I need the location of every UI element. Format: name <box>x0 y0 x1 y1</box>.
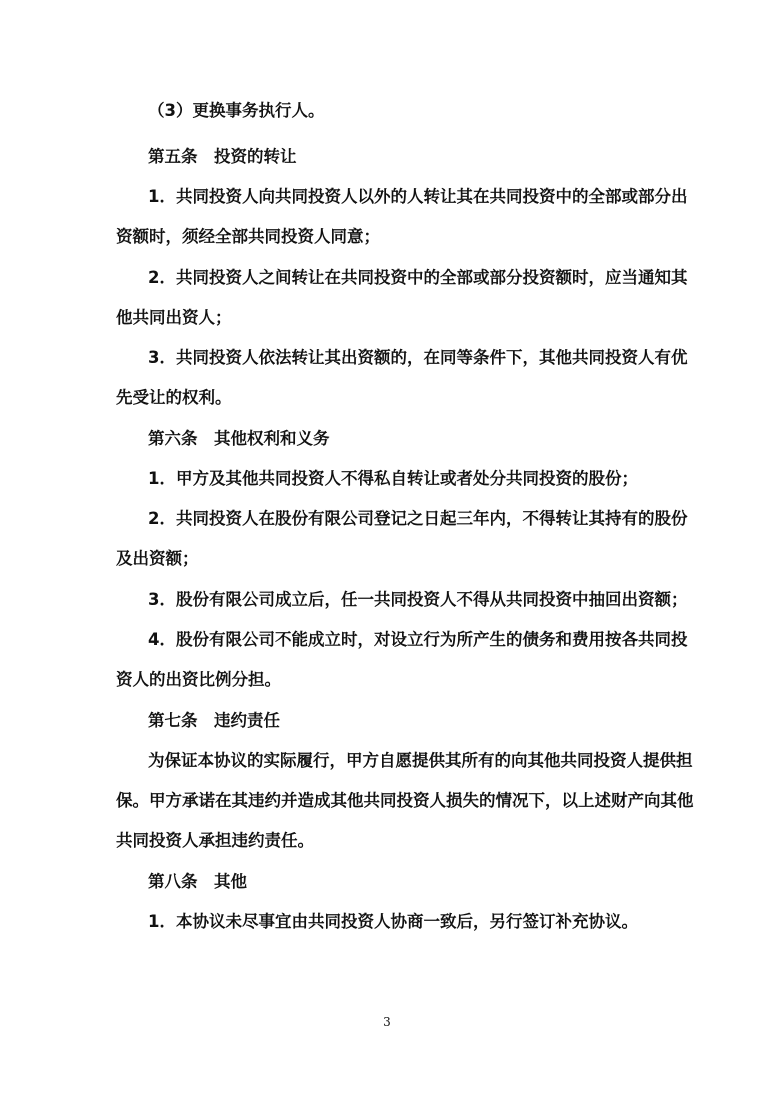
clause-item-text: 共同投资人承担违约责任。 <box>116 831 314 850</box>
clause-item-text: 他共同出资人； <box>116 308 232 327</box>
clause-item-text: 3．股份有限公司成立后，任一共同投资人不得从共同投资中抽回出资额； <box>148 590 688 609</box>
clause-item-text: 先受让的权利。 <box>116 388 232 407</box>
clause-item-text: 1．本协议未尽事宜由共同投资人协商一致后，另行签订补充协议。 <box>148 912 638 931</box>
clause-item-text: 2．共同投资人之间转让在共同投资中的全部或部分投资额时，应当通知其 <box>148 268 688 287</box>
clause-item-text: 为保证本协议的实际履行，甲方自愿提供其所有的向其他共同投资人提供担 <box>148 751 693 770</box>
clause-item-text: 4．股份有限公司不能成立时，对设立行为所产生的债务和费用按各共同投 <box>148 630 688 649</box>
article-heading: 第五条 投资的转让 <box>148 147 297 166</box>
article-heading: 第八条 其他 <box>148 872 247 891</box>
page-number: 3 <box>383 1015 391 1029</box>
article-heading: 第六条 其他权利和义务 <box>148 429 330 448</box>
article-heading: 第七条 违约责任 <box>148 711 280 730</box>
clause-item-text: 3．共同投资人依法转让其出资额的，在同等条件下，其他共同投资人有优 <box>148 348 688 367</box>
clause-item-text: 1．甲方及其他共同投资人不得私自转让或者处分共同投资的股份； <box>148 469 638 488</box>
clause-item-text: 资额时，须经全部共同投资人同意； <box>116 227 380 246</box>
clause-item-text: 资人的出资比例分担。 <box>116 670 281 689</box>
clause-item-text: （3）更换事务执行人。 <box>148 101 325 120</box>
clause-item-text: 保。甲方承诺在其违约并造成其他共同投资人损失的情况下，以上述财产向其他 <box>116 791 694 810</box>
clause-item-text: 2．共同投资人在股份有限公司登记之日起三年内，不得转让其持有的股份 <box>148 509 688 528</box>
clause-item-text: 1．共同投资人向共同投资人以外的人转让其在共同投资中的全部或部分出 <box>148 187 688 206</box>
clause-item-text: 及出资额； <box>116 549 199 568</box>
